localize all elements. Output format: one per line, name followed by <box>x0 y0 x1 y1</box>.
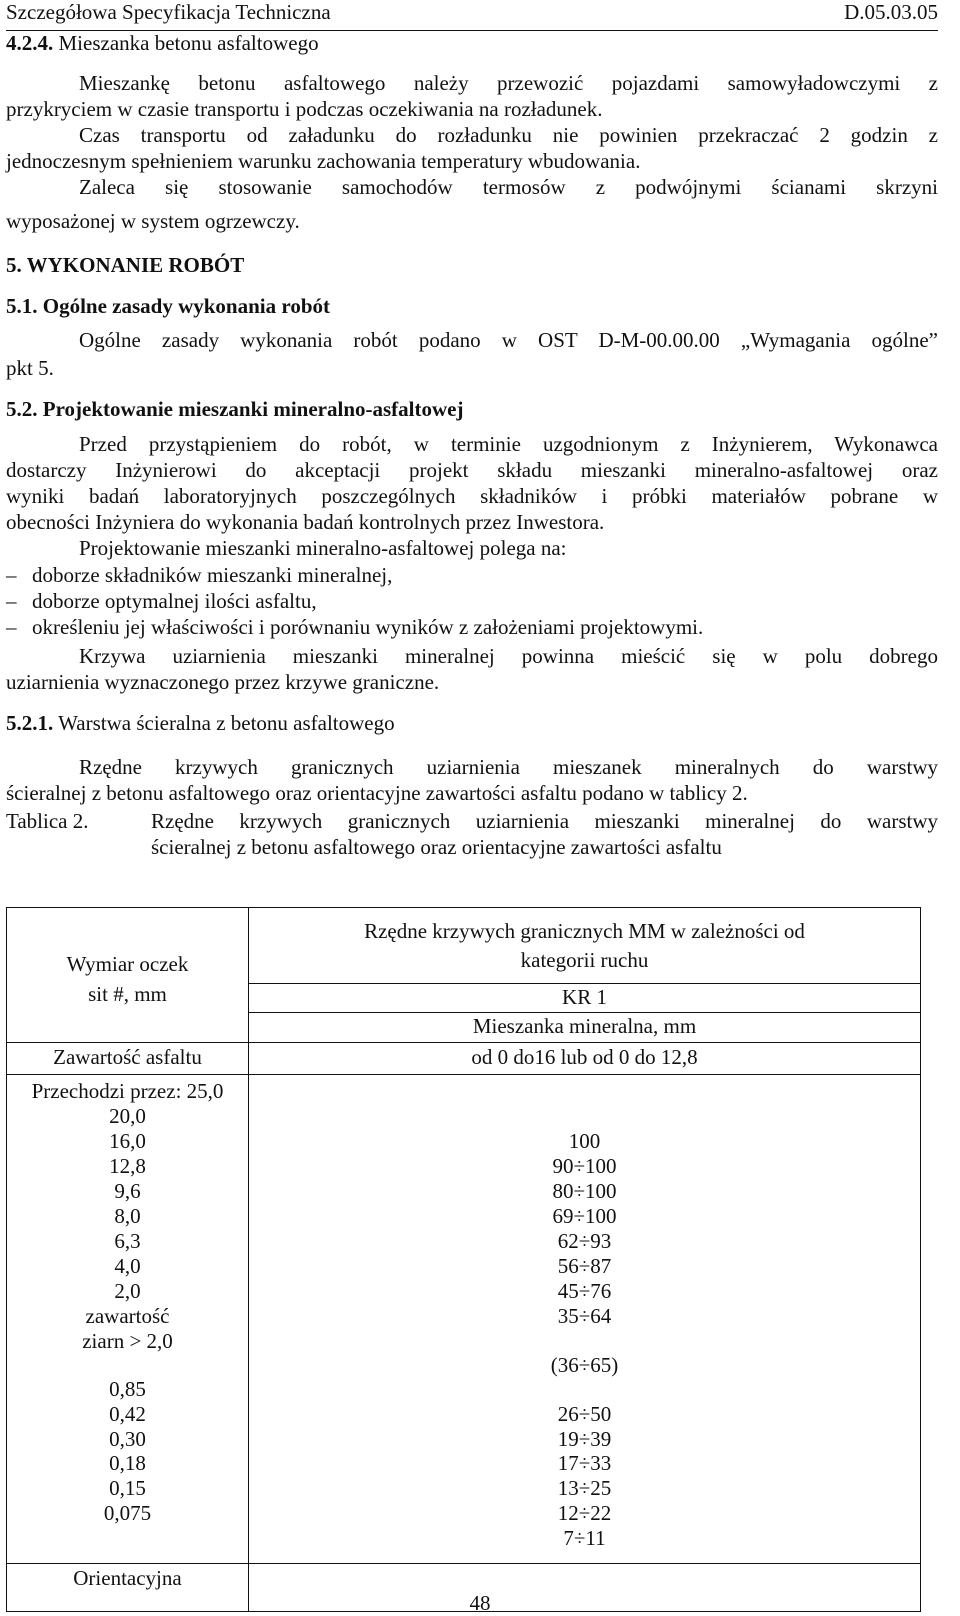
paragraph-line: Krzywa uziarnienia mieszanki mineralnej powinna mieścić się w polu dobrego <box>79 644 938 668</box>
dash-bullet: – <box>6 563 17 587</box>
grading-value: 69÷100 <box>552 1204 617 1228</box>
sieve-sizes-cell <box>7 1075 249 1564</box>
paragraph-line: Zaleca się stosowanie samochodów termosów z podwójnymi ścianami skrzyni <box>79 175 938 199</box>
paragraph-line: dostarczy Inżynierowi do akceptacji projekt składu mieszanki mineralno-asfaltowej oraz <box>6 458 938 482</box>
page-number: 48 <box>469 1591 491 1615</box>
header-mix-cell <box>249 1013 921 1043</box>
grading-value: 56÷87 <box>557 1254 612 1278</box>
section-number: 4.2.4. <box>6 31 54 55</box>
sieve-size: 16,0 <box>109 1129 146 1153</box>
section-heading-424 <box>6 30 938 56</box>
header-kr: KR 1 <box>562 985 607 1009</box>
header-sieve-cell <box>7 908 249 1043</box>
sieve-size: Przechodzi przez: 25,0 <box>31 1079 224 1103</box>
grading-value: 100 <box>568 1129 601 1153</box>
content-value-cell <box>249 1043 921 1075</box>
grading-table <box>6 907 921 1612</box>
paragraph-line: przykryciem w czasie transportu i podczas oczekiwania na rozładunek. <box>6 97 603 121</box>
section-heading-521 <box>6 710 938 736</box>
sieve-size: 6,3 <box>114 1229 141 1253</box>
caption-line: Rzędne krzywych granicznych uziarnienia mieszanki mineralnej do warstwy <box>151 809 938 833</box>
list-item-text: określeniu jej właściwości i porównaniu wyników z założeniami projektowymi. <box>32 615 704 639</box>
content-value: od 0 do16 lub od 0 do 12,8 <box>471 1045 698 1069</box>
content-label: Zawartość asfaltu <box>53 1045 202 1069</box>
sieve-size: ziarn > 2,0 <box>82 1329 173 1353</box>
grading-value: 17÷33 <box>557 1451 612 1475</box>
sieve-size: 0,42 <box>109 1402 146 1426</box>
sieve-size: 12,8 <box>109 1154 146 1178</box>
orientacyjna-cell <box>7 1564 249 1612</box>
grading-value: 62÷93 <box>557 1229 612 1253</box>
grading-value: 26÷50 <box>557 1402 612 1426</box>
paragraph-line: wyposażonej w system ogrzewczy. <box>6 209 300 233</box>
paragraph-line: Przed przystąpieniem do robót, w terminie uzgodnionym z Inżynierem, Wykonawca <box>79 432 938 456</box>
grading-value: 45÷76 <box>557 1279 612 1303</box>
sieve-size: 0,15 <box>109 1476 146 1500</box>
orientacyjna-value-cell <box>249 1564 921 1612</box>
paragraph-line: pkt 5. <box>6 356 54 380</box>
chapter-heading-5: 5. WYKONANIE ROBÓT <box>6 253 245 277</box>
section-number: 5.2.1. <box>6 711 54 735</box>
sieve-size: 0,85 <box>109 1377 146 1401</box>
section-title: Warstwa ścieralna z betonu asfaltowego <box>58 711 395 735</box>
paragraph-line: jednoczesnym spełnieniem warunku zachowania temperatury wbudowania. <box>6 149 641 173</box>
header-kr-cell <box>249 984 921 1013</box>
grading-value: 90÷100 <box>552 1154 617 1178</box>
paragraph-line: wyniki badań laboratoryjnych poszczególnych składników i próbki materiałów pobrane w <box>6 484 938 508</box>
grading-value: 19÷39 <box>557 1427 612 1451</box>
paragraph-line: Rzędne krzywych granicznych uziarnienia mieszanek mineralnych do warstwy <box>79 755 938 779</box>
header-sieve-line: Wymiar oczek <box>66 952 189 976</box>
section-heading-51: 5.1. Ogólne zasady wykonania robót <box>6 294 330 318</box>
content-label-cell <box>7 1043 249 1075</box>
paragraph-line: Projektowanie mieszanki mineralno-asfaltowej polega na: <box>79 536 567 560</box>
dash-bullet: – <box>6 589 17 613</box>
grading-value: 7÷11 <box>563 1526 606 1550</box>
orientacyjna-label: Orientacyjna <box>73 1566 182 1590</box>
header-title: Szczegółowa Specyfikacja Techniczna <box>6 0 331 24</box>
list-item <box>6 588 317 614</box>
caption-label: Tablica 2. <box>6 809 89 833</box>
list-item <box>6 562 392 588</box>
sieve-size: 0,075 <box>103 1501 152 1525</box>
caption-line: ścieralnej z betonu asfaltowego oraz orientacyjne zawartości asfaltu <box>151 835 722 859</box>
grading-value: 12÷22 <box>557 1501 612 1525</box>
paragraph-line: Mieszankę betonu asfaltowego należy przewozić pojazdami samowyładowczymi z <box>79 71 938 95</box>
sieve-size: 4,0 <box>114 1254 141 1278</box>
grading-value: 80÷100 <box>552 1179 617 1203</box>
grading-values-cell <box>249 1075 921 1564</box>
sieve-size: 0,18 <box>109 1451 146 1475</box>
list-item-text: doborze składników mieszanki mineralnej, <box>32 563 393 587</box>
grading-value: 35÷64 <box>557 1304 612 1328</box>
sieve-size: 8,0 <box>114 1204 141 1228</box>
grading-value: 13÷25 <box>557 1476 612 1500</box>
paragraph-line: ścieralnej z betonu asfaltowego oraz orientacyjne zawartości asfaltu podano w tablicy 2. <box>6 781 748 805</box>
dash-bullet: – <box>6 615 17 639</box>
page-header <box>6 0 938 31</box>
paragraph-line: uziarnienia wyznaczonego przez krzywe graniczne. <box>6 670 440 694</box>
sieve-size: 20,0 <box>109 1104 146 1128</box>
grading-value: (36÷65) <box>550 1353 619 1377</box>
list-item-text: doborze optymalnej ilości asfaltu, <box>32 589 317 613</box>
header-code: D.05.03.05 <box>844 0 938 24</box>
sieve-size: 0,30 <box>109 1427 146 1451</box>
header-curves-line: Rzędne krzywych granicznych MM w zależności od <box>364 919 805 943</box>
paragraph-line: obecności Inżyniera do wykonania badań kontrolnych przez Inwestora. <box>6 510 605 534</box>
paragraph-line: Czas transportu od załadunku do rozładunku nie powinien przekraczać 2 godzin z <box>79 123 938 147</box>
section-heading-52: 5.2. Projektowanie mieszanki mineralno-asfaltowej <box>6 397 464 421</box>
header-curves-line: kategorii ruchu <box>520 948 649 972</box>
sieve-size: 9,6 <box>114 1179 141 1203</box>
header-mix: Mieszanka mineralna, mm <box>472 1014 697 1038</box>
list-item <box>6 614 703 640</box>
sieve-size: 2,0 <box>114 1279 141 1303</box>
paragraph-line: Ogólne zasady wykonania robót podano w OST D-M-00.00.00 „Wymagania ogólne” <box>79 328 938 352</box>
section-title: Mieszanka betonu asfaltowego <box>58 31 319 55</box>
header-sieve-line: sit #, mm <box>88 982 167 1006</box>
header-curves-cell <box>249 908 921 984</box>
sieve-size: zawartość <box>85 1304 170 1328</box>
